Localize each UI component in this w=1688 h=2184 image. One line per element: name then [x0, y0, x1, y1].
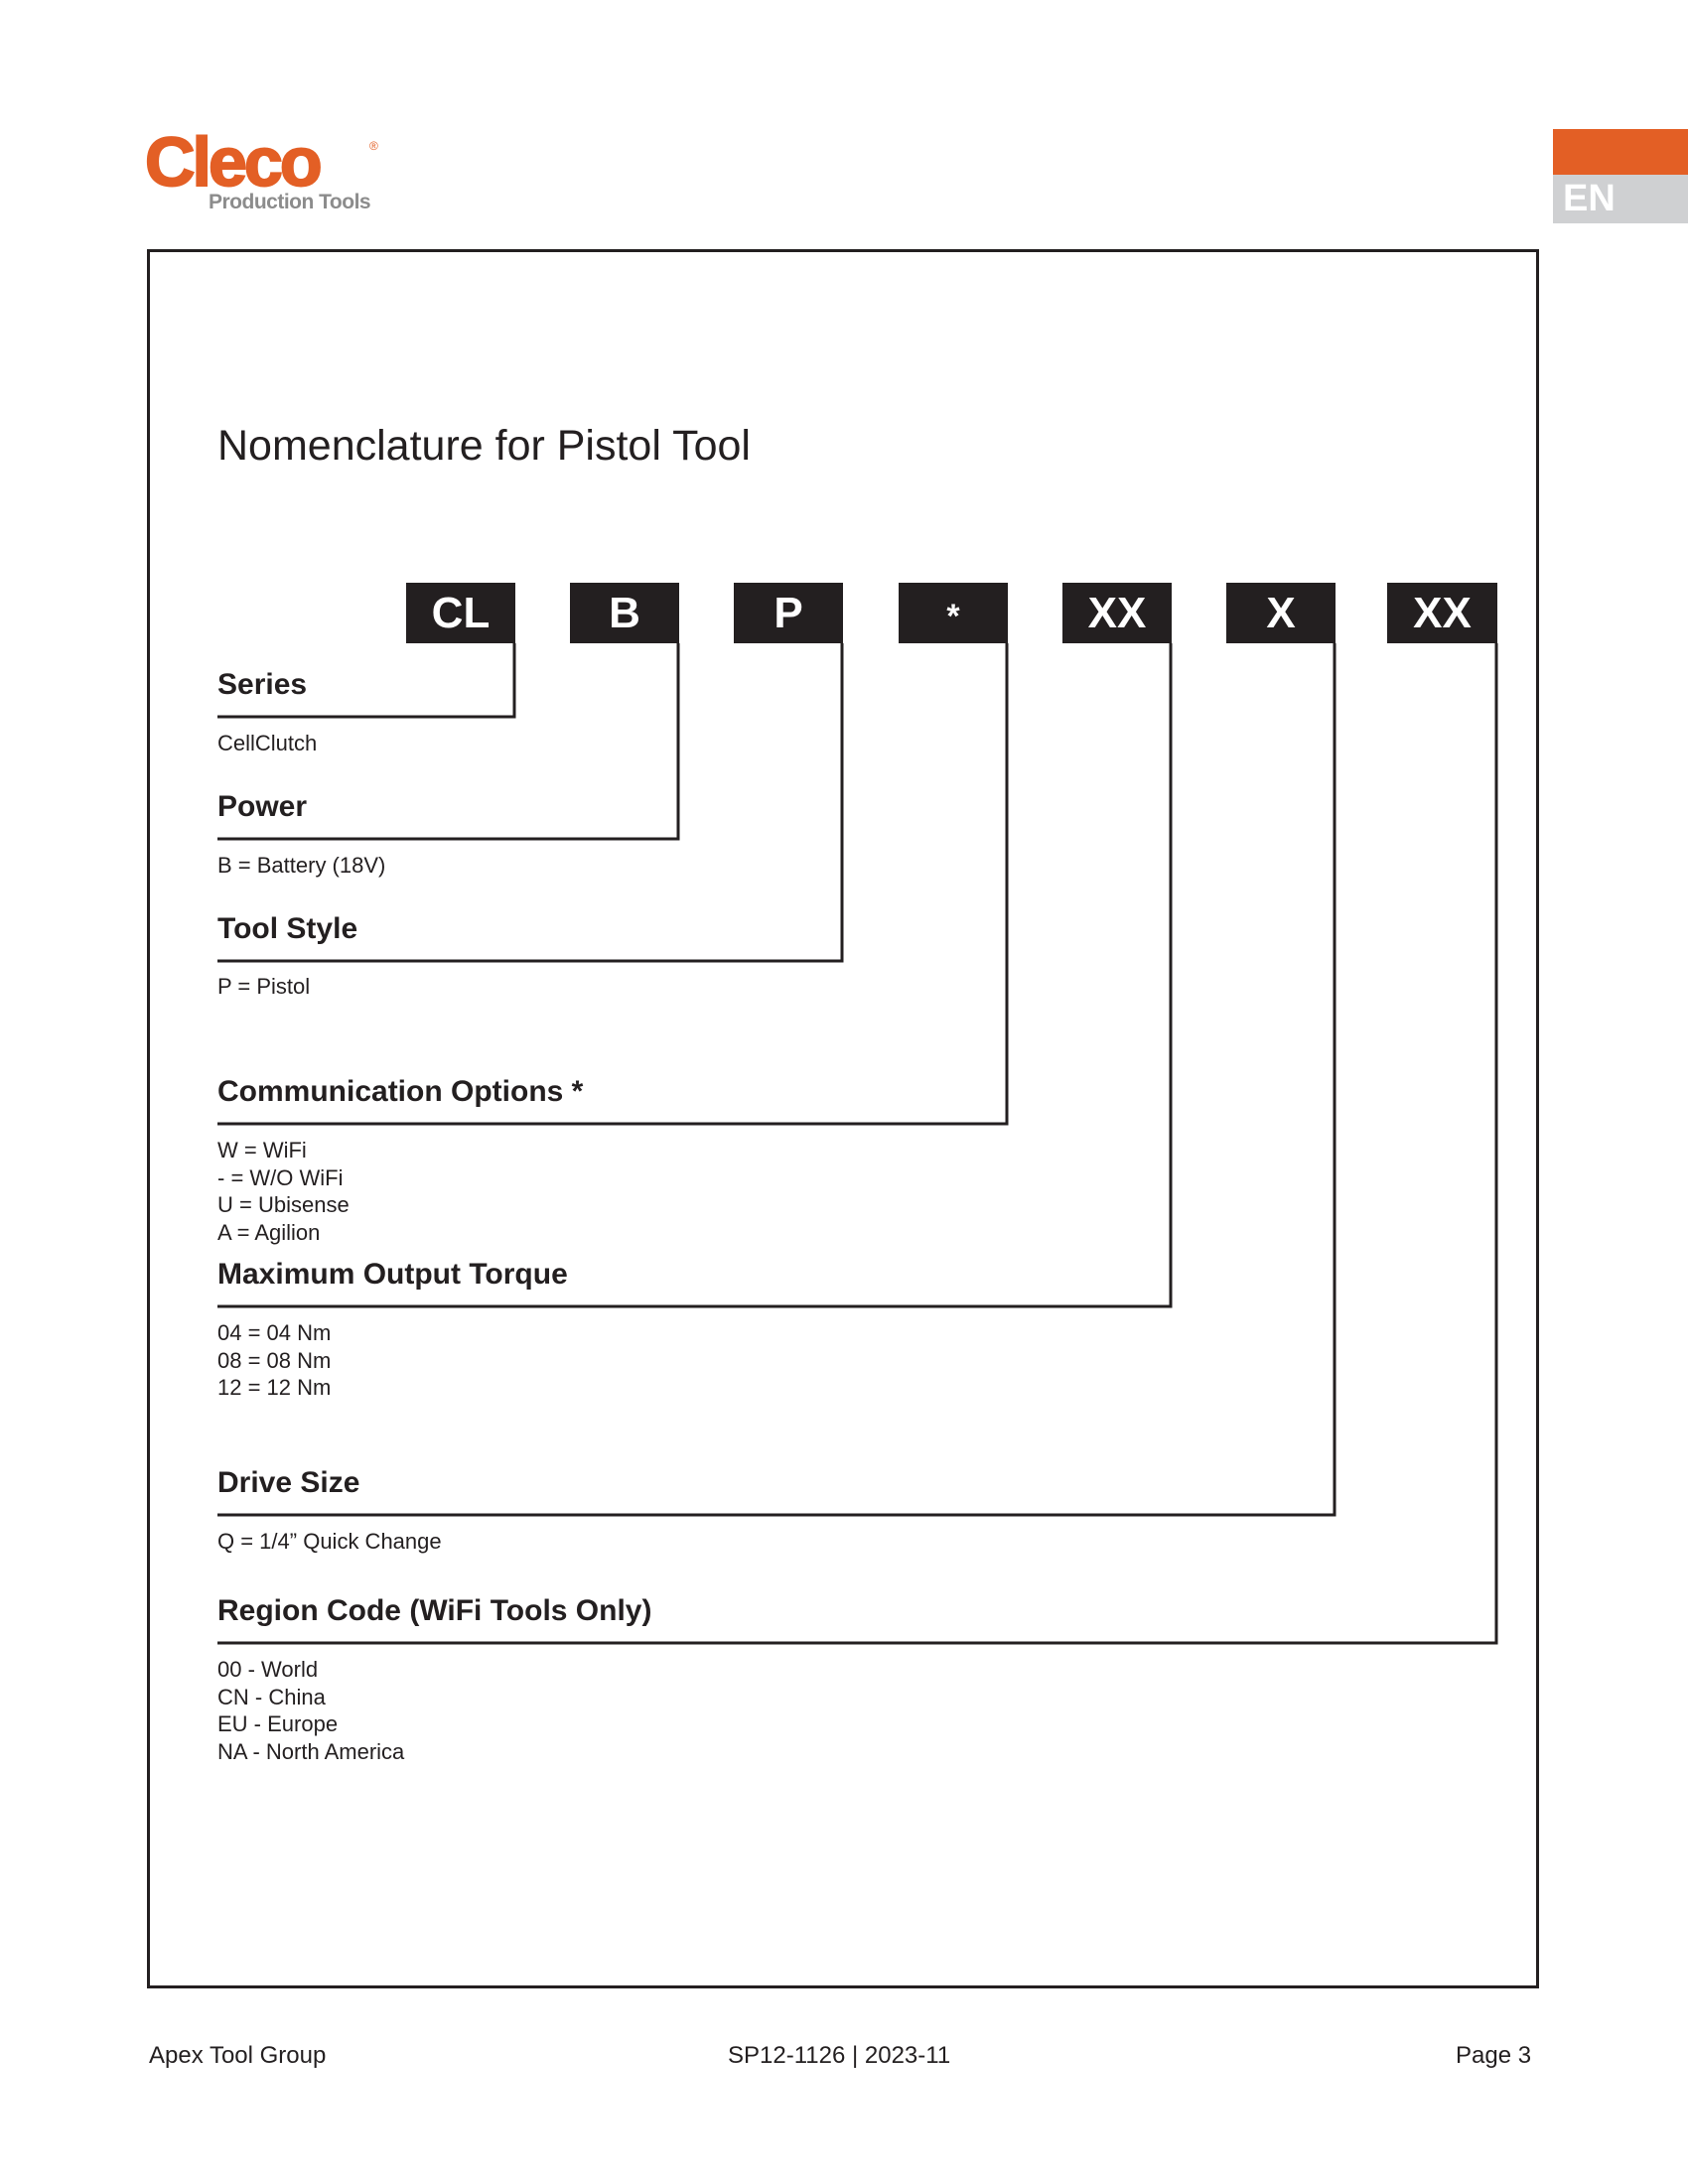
communication-heading: Communication Options * [217, 1075, 584, 1108]
torque-value: 12 = 12 Nm [217, 1375, 332, 1400]
drive-size-heading: Drive Size [217, 1466, 360, 1499]
logo-subtitle: Production Tools [209, 191, 371, 213]
code-box-tool-style: P [734, 583, 843, 643]
power-values [217, 852, 385, 880]
drive-size-value: Q = 1/4” Quick Change [217, 1529, 442, 1554]
communication-value: - = W/O WiFi [217, 1164, 344, 1190]
communication-values [217, 1137, 350, 1246]
region-value: NA - North America [217, 1738, 405, 1764]
torque-value: 04 = 04 Nm [217, 1320, 332, 1345]
power-heading: Power [217, 790, 308, 823]
communication-value: W = WiFi [217, 1138, 307, 1162]
footer-company: Apex Tool Group [149, 2042, 327, 2069]
connector-region [217, 643, 1496, 1643]
tool-style-values [217, 973, 310, 1001]
code-box-drive-size: X [1226, 583, 1336, 643]
logo-registered-mark: ® [369, 139, 378, 153]
code-box-communication: * [899, 583, 1008, 643]
code-box-power: B [570, 583, 679, 643]
power-value: B = Battery (18V) [217, 853, 386, 878]
page-title: Nomenclature for Pistol Tool [217, 422, 751, 470]
logo-wordmark: Cleco [145, 123, 320, 201]
region-values [217, 1656, 404, 1765]
torque-heading: Maximum Output Torque [217, 1258, 568, 1291]
series-heading: Series [217, 668, 308, 701]
region-value: 00 - World [217, 1657, 319, 1682]
region-heading: Region Code (WiFi Tools Only) [217, 1594, 652, 1627]
drive-size-values [217, 1528, 442, 1556]
region-value: CN - China [217, 1684, 326, 1709]
torque-value: 08 = 08 Nm [217, 1347, 332, 1373]
code-box-series: CL [406, 583, 515, 643]
region-value: EU - Europe [217, 1711, 339, 1736]
connector-torque [217, 643, 1171, 1306]
tool-style-heading: Tool Style [217, 912, 358, 945]
series-values [217, 730, 317, 757]
tool-style-value: P = Pistol [217, 974, 311, 999]
code-box-torque: XX [1062, 583, 1172, 643]
language-tab-label: EN [1553, 175, 1688, 223]
communication-value: A = Agilion [217, 1219, 321, 1245]
communication-value: U = Ubisense [217, 1192, 350, 1217]
torque-values [217, 1319, 331, 1402]
series-value: CellClutch [217, 731, 318, 755]
code-box-region: XX [1387, 583, 1497, 643]
footer-page-number: Page 3 [1456, 2042, 1532, 2069]
footer-doc-id: SP12-1126 | 2023-11 [728, 2042, 951, 2069]
